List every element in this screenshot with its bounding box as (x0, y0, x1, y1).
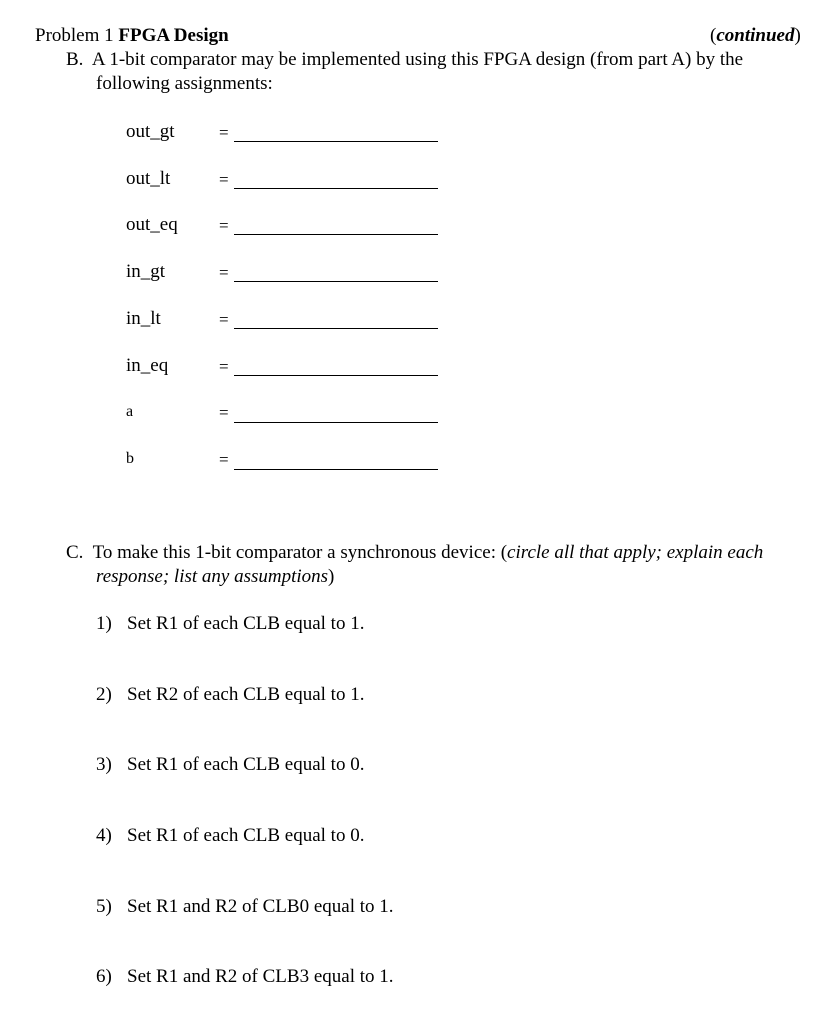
assignment-label: out_eq (126, 214, 178, 235)
part-c-text: To make this 1-bit comparator a synchronous device: ( (92, 542, 508, 563)
equals-sign: = (219, 450, 229, 469)
continued-close-paren: ) (794, 25, 801, 46)
assignment-label: in_gt (126, 261, 166, 282)
part-c-instructions-cont: response; list any assumptions (96, 566, 329, 587)
equals-sign: = (219, 123, 229, 142)
continued-word: continued (716, 25, 795, 46)
assignment-label: in_lt (126, 308, 161, 329)
equals-sign: = (219, 403, 229, 422)
answer-blank[interactable] (234, 328, 438, 329)
equals-sign: = (219, 263, 229, 282)
part-b-text-line2: following assignments: (96, 73, 273, 94)
part-c-instructions: circle all that apply; explain each (507, 542, 764, 563)
part-c-prompt-line1 (66, 542, 763, 564)
option-text[interactable]: Set R1 of each CLB equal to 0. (127, 754, 365, 775)
equals-sign: = (219, 310, 229, 329)
assignment-label: out_gt (126, 121, 175, 142)
answer-blank[interactable] (234, 188, 438, 189)
part-c-letter: C. (66, 542, 84, 563)
assignment-label: a (126, 403, 134, 420)
continued-note (710, 25, 801, 47)
part-b-prompt-line1 (66, 49, 743, 71)
option-number: 2) (96, 684, 112, 705)
equals-sign: = (219, 170, 229, 189)
part-c-prompt-line2 (96, 566, 334, 588)
option-text[interactable]: Set R2 of each CLB equal to 1. (127, 684, 365, 705)
option-text[interactable]: Set R1 of each CLB equal to 0. (127, 825, 365, 846)
answer-blank[interactable] (234, 234, 438, 235)
assignment-label: in_eq (126, 355, 169, 376)
assignment-label: b (126, 450, 134, 467)
option-number: 6) (96, 966, 112, 987)
option-text[interactable]: Set R1 and R2 of CLB0 equal to 1. (127, 896, 394, 917)
answer-blank[interactable] (234, 375, 438, 376)
answer-blank[interactable] (234, 281, 438, 282)
problem-heading (35, 25, 229, 47)
answer-blank[interactable] (234, 422, 438, 423)
equals-sign: = (219, 216, 229, 235)
option-number: 3) (96, 754, 112, 775)
option-text[interactable]: Set R1 of each CLB equal to 1. (127, 613, 365, 634)
equals-sign: = (219, 357, 229, 376)
option-number: 4) (96, 825, 112, 846)
continued-open-paren: ( (710, 25, 717, 46)
part-b-letter: B. (66, 49, 84, 70)
option-number: 5) (96, 896, 112, 917)
option-number: 1) (96, 613, 112, 634)
part-b-text-line1: A 1-bit comparator may be implemented using this FPGA design (from part A) by the (91, 49, 744, 70)
problem-title: FPGA Design (118, 25, 229, 46)
answer-blank[interactable] (234, 141, 438, 142)
assignment-label: out_lt (126, 168, 171, 189)
option-text[interactable]: Set R1 and R2 of CLB3 equal to 1. (127, 966, 394, 987)
part-c-close-paren: ) (328, 566, 335, 587)
answer-blank[interactable] (234, 469, 438, 470)
problem-label: Problem 1 (35, 25, 114, 46)
